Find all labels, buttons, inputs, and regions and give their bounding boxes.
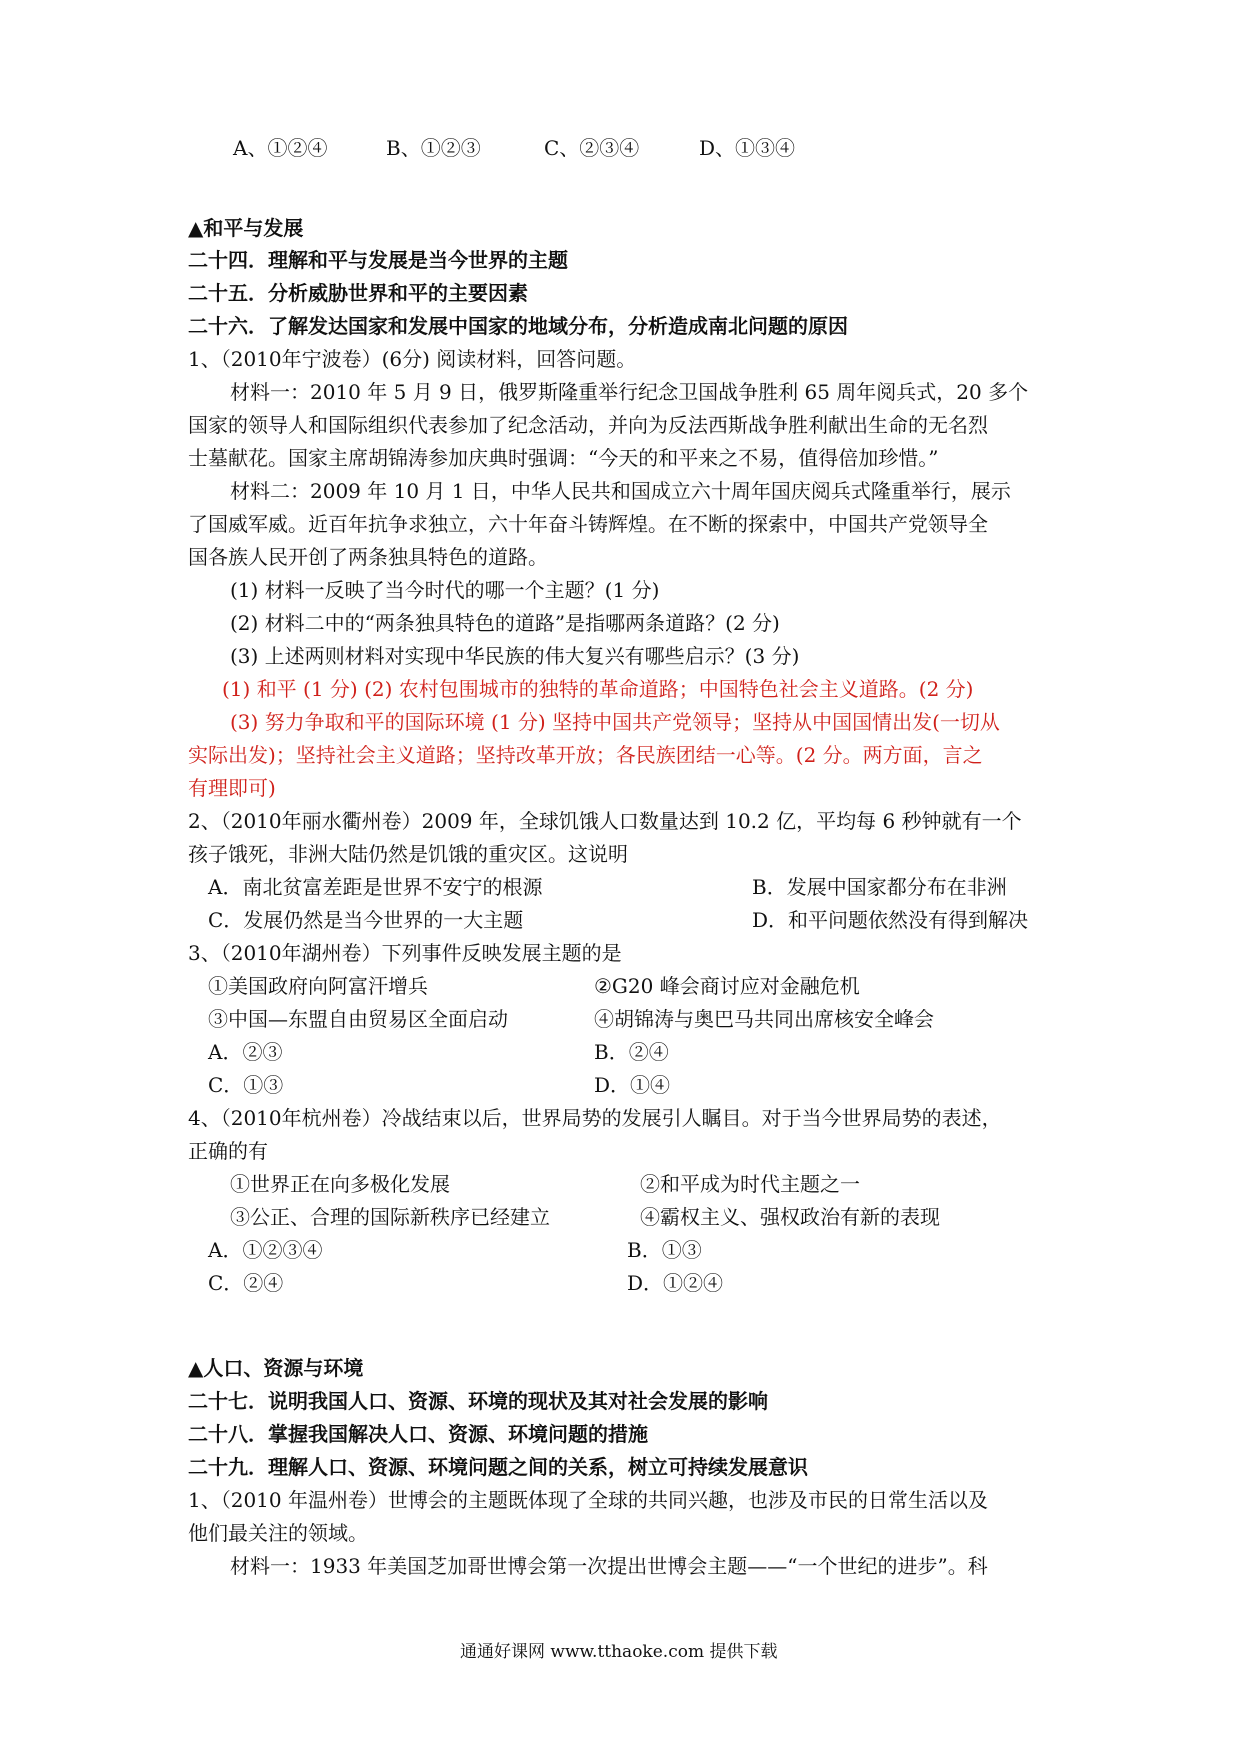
section-heading: 二十九．理解人口、资源、环境问题之间的关系，树立可持续发展意识 [188,1455,808,1479]
text-line: 正确的有 [188,1139,268,1163]
text-line: 国家的领导人和国际组织代表参加了纪念活动，并向为反法西斯战争胜利献出生命的无名烈 [188,413,988,437]
section-heading: ▲人口、资源与环境 [188,1356,364,1380]
text-line: 士墓献花。国家主席胡锦涛参加庆典时强调：“今天的和平来之不易，值得倍加珍惜。” [188,446,939,470]
section-heading: ▲和平与发展 [188,216,304,240]
text-line: ①世界正在向多极化发展 [230,1172,450,1196]
text-line: ②G20 峰会商讨应对金融危机 [594,974,860,998]
section-heading: 二十七．说明我国人口、资源、环境的现状及其对社会发展的影响 [188,1389,768,1413]
text-line: B．①③ [627,1238,702,1262]
text-line: 了国威军威。近百年抗争求独立，六十年奋斗铸辉煌。在不断的探索中，中国共产党领导全 [188,512,988,536]
text-line: ④霸权主义、强权政治有新的表现 [640,1205,940,1229]
text-line: 材料一：2010 年 5 月 9 日，俄罗斯隆重举行纪念卫国战争胜利 65 周年阅兵式，20 多个 [230,380,1029,404]
text-line: B、①②③ [386,136,481,160]
answer-text: 实际出发)；坚持社会主义道路；坚持改革开放；各民族团结一心等。(2 分。两方面，言之 [188,743,983,767]
text-line: ③公正、合理的国际新秩序已经建立 [230,1205,550,1229]
text-line: (1) 材料一反映了当今时代的哪一个主题？(1 分) [230,578,660,602]
text-line: B．②④ [594,1040,669,1064]
text-line: C．发展仍然是当今世界的一大主题 [208,908,524,932]
section-heading: 二十八．掌握我国解决人口、资源、环境问题的措施 [188,1422,648,1446]
text-line: 他们最关注的领域。 [188,1521,368,1545]
text-line: A、①②④ [233,136,328,160]
text-line: 孩子饿死，非洲大陆仍然是饥饿的重灾区。这说明 [188,842,628,866]
text-line: 3、（2010年湖州卷）下列事件反映发展主题的是 [188,941,622,965]
text-line: D．①②④ [627,1271,724,1295]
answer-text: (3) 努力争取和平的国际环境 (1 分) 坚持中国共产党领导；坚持从中国国情出发(一切从 [230,710,1000,734]
text-line: 1、（2010年宁波卷）(6分) 阅读材料，回答问题。 [188,347,637,371]
text-line: C．①③ [208,1073,284,1097]
page-footer: 通通好课网 www.tthaoke.com 提供下载 [460,1642,778,1662]
text-line: D．①④ [594,1073,671,1097]
text-line: B．发展中国家都分布在非洲 [752,875,1007,899]
text-line: ①美国政府向阿富汗增兵 [208,974,428,998]
text-line: 2、（2010年丽水衢州卷）2009 年，全球饥饿人口数量达到 10.2 亿，平均每 6 秒钟就有一个 [188,809,1022,833]
answer-text: 有理即可) [188,776,276,800]
answer-text: (1) 和平 (1 分) (2) 农村包围城市的独特的革命道路；中国特色社会主义道路。(2 分) [222,677,974,701]
text-line: C、②③④ [544,136,640,160]
section-heading: 二十五．分析威胁世界和平的主要因素 [188,281,528,305]
section-heading: 二十四．理解和平与发展是当今世界的主题 [188,248,568,272]
section-heading: 二十六．了解发达国家和发展中国家的地域分布，分析造成南北问题的原因 [188,314,848,338]
text-line: D．和平问题依然没有得到解决 [752,908,1029,932]
text-line: ④胡锦涛与奥巴马共同出席核安全峰会 [594,1007,934,1031]
text-line: 4、（2010年杭州卷）冷战结束以后，世界局势的发展引人瞩目。对于当今世界局势的表述， [188,1106,1002,1130]
text-line: 材料一：1933 年美国芝加哥世博会第一次提出世博会主题——“一个世纪的进步”。科 [230,1554,988,1578]
text-line: A．②③ [208,1040,283,1064]
text-line: A．南北贫富差距是世界不安宁的根源 [208,875,543,899]
text-line: C．②④ [208,1271,284,1295]
text-line: ②和平成为时代主题之一 [640,1172,860,1196]
text-line: A．①②③④ [208,1238,323,1262]
text-line: (2) 材料二中的“两条独具特色的道路”是指哪两条道路？(2 分) [230,611,780,635]
text-line: 材料二：2009 年 10 月 1 日，中华人民共和国成立六十周年国庆阅兵式隆重举行，展示 [230,479,1011,503]
text-line: 国各族人民开创了两条独具特色的道路。 [188,545,548,569]
text-line: (3) 上述两则材料对实现中华民族的伟大复兴有哪些启示？(3 分) [230,644,800,668]
text-line: 1、（2010 年温州卷）世博会的主题既体现了全球的共同兴趣，也涉及市民的日常生活以及 [188,1488,988,1512]
text-line: D、①③④ [699,136,796,160]
text-line: ③中国—东盟自由贸易区全面启动 [208,1007,508,1031]
